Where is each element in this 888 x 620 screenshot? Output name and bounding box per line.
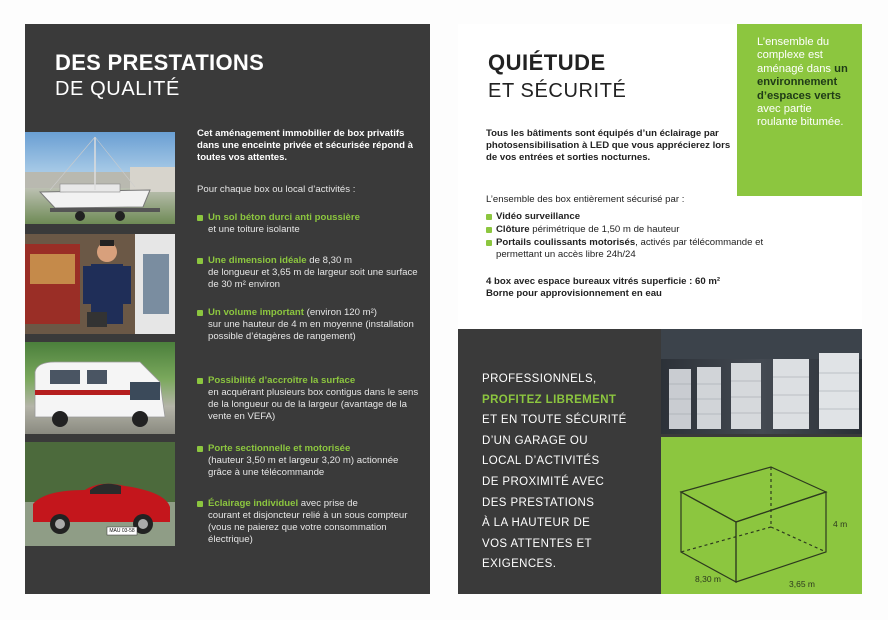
feature-item: Un sol béton durci anti poussière et une toiture isolante [208, 212, 360, 235]
feature-item: Possibilité d’accroître la surface en acquérant plusieurs box contigus dans le sens de la longueur ou de la largeur (avantage de la vente en VEFA) [208, 375, 419, 422]
cube-wireframe [661, 437, 862, 594]
professionals-panel [458, 329, 862, 594]
length-label: 8,30 m [695, 574, 721, 584]
left-title-line2: DE QUALITÉ [55, 78, 180, 100]
professionals-slogan: PROFESSIONNELS, PROFITEZ LIBREMENT ET EN TOUTE SÉCURITÉ D’UN GARAGE OU LOCAL D’ACTIVITÉS DE PROXIMITÉ AVEC DES PRESTATIONS À LA HAUTEUR DE VOS ATTENTES ET EXIGENCES. [482, 373, 627, 571]
bullet-marker [486, 214, 492, 220]
height-label: 4 m [833, 519, 848, 529]
green-environment-box: L’ensemble du complexe est aménagé dans un environnement d’espaces verts avec partie roulante bitumée. [737, 24, 862, 196]
bullet-marker [486, 240, 492, 246]
security-lead: L’ensemble des box entièrement sécurisé par : [486, 194, 685, 205]
boat-illustration [25, 132, 175, 224]
lighting-text: Tous les bâtiments sont équipés d’un éclairage par photosensibilisation à LED que vous apprécierez lors de vos entrées et sorties nocturnes. [486, 128, 731, 163]
classic-car-photo [25, 442, 175, 546]
bullet-marker [197, 310, 203, 316]
technician-illustration [25, 234, 175, 334]
left-page [25, 24, 430, 594]
left-title-line1: DES PRESTATIONS [55, 50, 265, 75]
bullet-marker [197, 501, 203, 507]
license-plate: MAU 03-58 [109, 528, 135, 534]
bullet-marker [486, 227, 492, 233]
warehouse-photo [661, 329, 862, 434]
intro-text: Cet aménagement immobilier de box privatifs dans une enceinte privée et sécurisée répond à toutes vos attentes. [197, 128, 413, 164]
camper-photo [25, 342, 175, 434]
security-item: Clôture périmétrique de 1,50 m de hauteur [496, 224, 680, 235]
width-label: 3,65 m [789, 579, 815, 589]
water-text: Borne pour approvisionnement en eau [486, 288, 662, 299]
security-item: Portails coulissants motorisés, activés par télécommande et permettant un accès libre 24h/24 [496, 237, 764, 260]
right-title-line2: ET SÉCURITÉ [488, 80, 627, 102]
technician-photo [25, 234, 175, 334]
offices-text: 4 box avec espace bureaux vitrés superficie : 60 m² [486, 276, 721, 287]
bullet-marker [197, 258, 203, 264]
lead-text: Pour chaque box ou local d’activités : [197, 184, 356, 195]
bullet-marker [197, 215, 203, 221]
feature-item: Éclairage individuel avec prise de courant et disjoncteur relié à un sous compteur (vous ne paierez que votre consommation électrique) [208, 498, 408, 545]
feature-item: Porte sectionnelle et motorisée (hauteur 3,50 m et largeur 3,20 m) actionnée grâce à une télécommande [208, 443, 399, 478]
bullet-marker [197, 446, 203, 452]
right-page [458, 24, 862, 594]
box-dimensions-diagram [661, 437, 862, 594]
red-car-illustration [25, 442, 175, 546]
right-title-line1: QUIÉTUDE [488, 50, 606, 75]
feature-item: Une dimension idéale de 8,30 m de longueur et 3,65 m de largeur soit une surface de 30 m² environ [208, 255, 418, 290]
garage-doors-illustration [661, 329, 862, 434]
boat-photo [25, 132, 175, 224]
bullet-marker [197, 378, 203, 384]
feature-item: Un volume important (environ 120 m²) sur une hauteur de 4 m en moyenne (installation possible d’étagères de rangement) [208, 307, 414, 342]
security-item: Vidéo surveillance [496, 211, 581, 222]
camper-illustration [25, 342, 175, 434]
